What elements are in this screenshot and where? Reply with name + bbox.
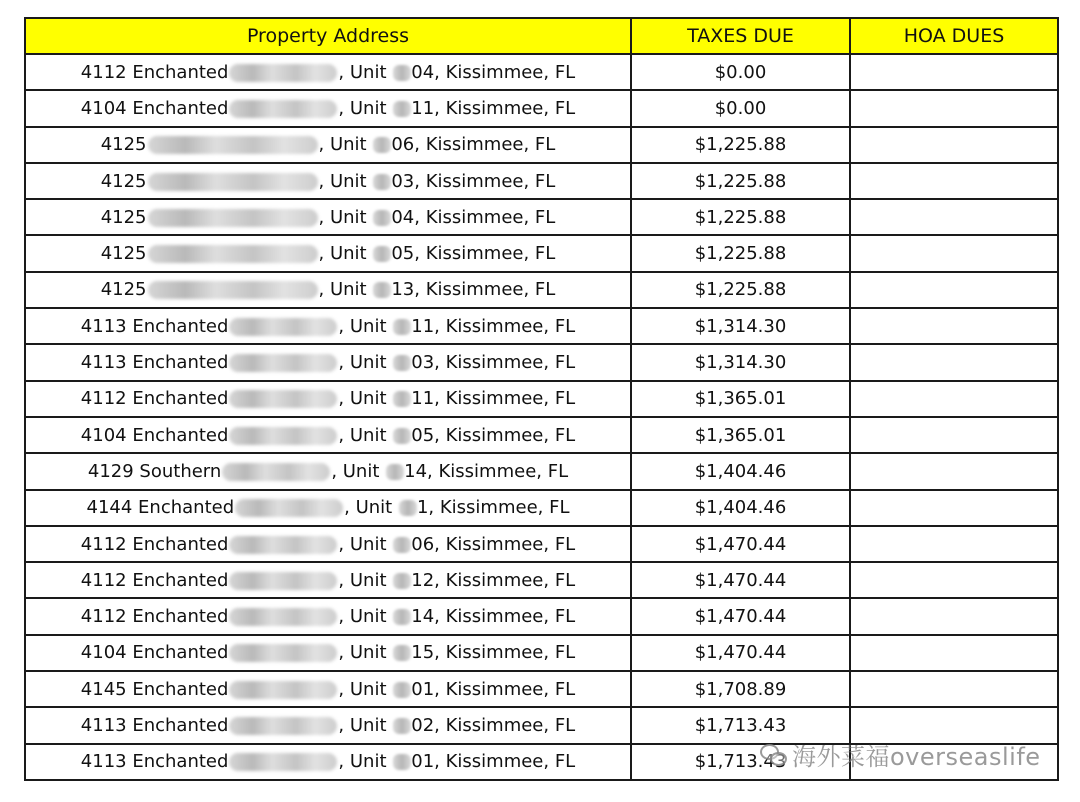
taxes-due-cell: $1,314.30	[631, 308, 850, 344]
hoa-dues-cell	[850, 272, 1058, 308]
unit-and-city: 05, Kissimmee, FL	[391, 243, 556, 265]
hoa-dues-cell	[850, 635, 1058, 671]
redacted-street-name	[148, 281, 318, 299]
table-row	[25, 598, 1058, 634]
property-address-cell	[25, 308, 631, 344]
unit-label: , Unit	[338, 606, 387, 628]
taxes-due-cell: $1,470.44	[631, 635, 850, 671]
address-prefix: 4145 Enchanted	[80, 678, 229, 700]
redacted-unit-digit	[393, 391, 411, 407]
unit-label: , Unit	[338, 388, 387, 410]
hoa-dues-cell	[850, 308, 1058, 344]
table-row	[25, 671, 1058, 707]
table-row	[25, 199, 1058, 235]
address-prefix: 4104 Enchanted	[80, 424, 229, 446]
unit-and-city: 06, Kissimmee, FL	[411, 533, 576, 555]
address-prefix: 4112 Enchanted	[80, 533, 229, 555]
address-prefix: 4125	[100, 206, 147, 228]
address-prefix: 4113 Enchanted	[80, 352, 229, 374]
table-row	[25, 526, 1058, 562]
table-row	[25, 344, 1058, 380]
table-row	[25, 417, 1058, 453]
hoa-dues-cell	[850, 163, 1058, 199]
taxes-due-cell: $1,225.88	[631, 199, 850, 235]
property-address-cell	[25, 127, 631, 163]
taxes-due-cell: $1,365.01	[631, 381, 850, 417]
unit-label: , Unit	[318, 279, 367, 301]
property-address-cell	[25, 235, 631, 271]
unit-label: , Unit	[331, 460, 380, 482]
taxes-due-cell: $1,713.43	[631, 744, 850, 780]
unit-and-city: 11, Kissimmee, FL	[411, 315, 576, 337]
address-prefix: 4113 Enchanted	[80, 751, 229, 773]
table-row	[25, 163, 1058, 199]
taxes-due-cell: $1,314.30	[631, 344, 850, 380]
address-prefix: 4113 Enchanted	[80, 315, 229, 337]
unit-and-city: 04, Kissimmee, FL	[411, 61, 576, 83]
address-prefix: 4112 Enchanted	[80, 388, 229, 410]
redacted-street-name	[229, 64, 337, 82]
unit-and-city: 14, Kissimmee, FL	[411, 606, 576, 628]
address-prefix: 4125	[100, 243, 147, 265]
property-address-cell	[25, 417, 631, 453]
taxes-due-cell: $1,225.88	[631, 163, 850, 199]
address-prefix: 4125	[100, 170, 147, 192]
hoa-dues-cell	[850, 671, 1058, 707]
property-address-cell	[25, 744, 631, 780]
unit-label: , Unit	[338, 642, 387, 664]
property-address-cell	[25, 381, 631, 417]
unit-label: , Unit	[344, 497, 393, 519]
table-row	[25, 381, 1058, 417]
redacted-unit-digit	[373, 210, 391, 226]
property-address-cell	[25, 344, 631, 380]
address-prefix: 4125	[100, 134, 147, 156]
property-address-cell	[25, 562, 631, 598]
taxes-due-cell: $1,404.46	[631, 453, 850, 489]
unit-label: , Unit	[338, 315, 387, 337]
unit-and-city: 01, Kissimmee, FL	[411, 678, 576, 700]
unit-and-city: 03, Kissimmee, FL	[411, 352, 576, 374]
table-row	[25, 453, 1058, 489]
taxes-due-cell: $1,225.88	[631, 272, 850, 308]
unit-label: , Unit	[338, 424, 387, 446]
address-prefix: 4112 Enchanted	[80, 606, 229, 628]
unit-label: , Unit	[318, 170, 367, 192]
unit-label: , Unit	[318, 243, 367, 265]
taxes-due-cell: $1,470.44	[631, 598, 850, 634]
unit-and-city: 12, Kissimmee, FL	[411, 569, 576, 591]
redacted-unit-digit	[393, 573, 411, 589]
property-address-cell	[25, 707, 631, 743]
property-address-cell	[25, 453, 631, 489]
table-row	[25, 635, 1058, 671]
taxes-due-cell: $1,365.01	[631, 417, 850, 453]
redacted-unit-digit	[393, 428, 411, 444]
unit-and-city: 03, Kissimmee, FL	[391, 170, 556, 192]
redacted-unit-digit	[386, 464, 404, 480]
wechat-icon	[760, 741, 786, 767]
redacted-unit-digit	[393, 65, 411, 81]
hoa-dues-cell	[850, 453, 1058, 489]
address-prefix: 4104 Enchanted	[80, 642, 229, 664]
redacted-street-name	[229, 644, 337, 662]
redacted-unit-digit	[393, 355, 411, 371]
address-prefix: 4112 Enchanted	[80, 569, 229, 591]
header-property-address: Property Address	[25, 18, 631, 54]
hoa-dues-cell	[850, 235, 1058, 271]
property-address-cell	[25, 635, 631, 671]
property-address-cell	[25, 526, 631, 562]
property-address-cell	[25, 54, 631, 90]
redacted-unit-digit	[393, 319, 411, 335]
header-hoa-dues: HOA DUES	[850, 18, 1058, 54]
hoa-dues-cell	[850, 54, 1058, 90]
taxes-due-cell: $1,470.44	[631, 526, 850, 562]
hoa-dues-cell	[850, 490, 1058, 526]
taxes-due-cell: $1,470.44	[631, 562, 850, 598]
redacted-street-name	[148, 136, 318, 154]
redacted-unit-digit	[399, 500, 417, 516]
unit-label: , Unit	[338, 751, 387, 773]
unit-label: , Unit	[338, 97, 387, 119]
property-address-cell	[25, 272, 631, 308]
unit-label: , Unit	[338, 352, 387, 374]
unit-and-city: 11, Kissimmee, FL	[411, 97, 576, 119]
unit-label: , Unit	[318, 206, 367, 228]
unit-and-city: 1, Kissimmee, FL	[416, 497, 570, 519]
table-row	[25, 308, 1058, 344]
hoa-dues-cell	[850, 344, 1058, 380]
address-prefix: 4113 Enchanted	[80, 714, 229, 736]
redacted-street-name	[229, 427, 337, 445]
redacted-unit-digit	[373, 246, 391, 262]
redacted-street-name	[229, 572, 337, 590]
property-address-cell	[25, 598, 631, 634]
table-row	[25, 127, 1058, 163]
redacted-street-name	[229, 717, 337, 735]
taxes-due-cell: $0.00	[631, 54, 850, 90]
redacted-unit-digit	[393, 101, 411, 117]
header-taxes-due: TAXES DUE	[631, 18, 850, 54]
redacted-unit-digit	[373, 174, 391, 190]
redacted-unit-digit	[393, 682, 411, 698]
redacted-street-name	[148, 173, 318, 191]
unit-and-city: 05, Kissimmee, FL	[411, 424, 576, 446]
watermark	[760, 736, 1041, 772]
hoa-dues-cell	[850, 562, 1058, 598]
unit-and-city: 11, Kissimmee, FL	[411, 388, 576, 410]
redacted-unit-digit	[393, 537, 411, 553]
redacted-street-name	[235, 499, 343, 517]
unit-and-city: 06, Kissimmee, FL	[391, 134, 556, 156]
unit-label: , Unit	[338, 714, 387, 736]
table-row	[25, 235, 1058, 271]
taxes-due-cell: $1,708.89	[631, 671, 850, 707]
redacted-street-name	[148, 245, 318, 263]
redacted-street-name	[229, 100, 337, 118]
redacted-street-name	[229, 681, 337, 699]
redacted-street-name	[222, 463, 330, 481]
property-address-cell	[25, 90, 631, 126]
redacted-unit-digit	[373, 137, 391, 153]
address-prefix: 4129 Southern	[87, 460, 222, 482]
property-address-cell	[25, 490, 631, 526]
hoa-dues-cell	[850, 199, 1058, 235]
hoa-dues-cell	[850, 127, 1058, 163]
redacted-unit-digit	[393, 718, 411, 734]
unit-and-city: 02, Kissimmee, FL	[411, 714, 576, 736]
table-row	[25, 54, 1058, 90]
redacted-street-name	[229, 390, 337, 408]
redacted-unit-digit	[373, 282, 391, 298]
taxes-due-cell: $1,225.88	[631, 235, 850, 271]
taxes-due-cell: $1,713.43	[631, 707, 850, 743]
watermark-text: 海外菜福overseaslife	[792, 742, 1041, 771]
redacted-street-name	[229, 536, 337, 554]
unit-label: , Unit	[338, 61, 387, 83]
property-address-cell	[25, 163, 631, 199]
address-prefix: 4112 Enchanted	[80, 61, 229, 83]
hoa-dues-cell	[850, 417, 1058, 453]
unit-and-city: 15, Kissimmee, FL	[411, 642, 576, 664]
table-row	[25, 90, 1058, 126]
header-row	[25, 18, 1058, 54]
table-body	[25, 54, 1058, 780]
redacted-street-name	[229, 318, 337, 336]
unit-label: , Unit	[318, 134, 367, 156]
redacted-unit-digit	[393, 609, 411, 625]
hoa-dues-cell	[850, 90, 1058, 126]
address-prefix: 4104 Enchanted	[80, 97, 229, 119]
unit-and-city: 01, Kissimmee, FL	[411, 751, 576, 773]
property-address-cell	[25, 671, 631, 707]
table-row	[25, 272, 1058, 308]
hoa-dues-cell	[850, 526, 1058, 562]
taxes-due-cell: $0.00	[631, 90, 850, 126]
unit-and-city: 04, Kissimmee, FL	[391, 206, 556, 228]
address-prefix: 4144 Enchanted	[86, 497, 235, 519]
redacted-unit-digit	[393, 645, 411, 661]
redacted-unit-digit	[393, 754, 411, 770]
hoa-dues-cell	[850, 381, 1058, 417]
hoa-dues-cell	[850, 598, 1058, 634]
unit-and-city: 13, Kissimmee, FL	[391, 279, 556, 301]
unit-and-city: 14, Kissimmee, FL	[404, 460, 569, 482]
tax-table	[24, 17, 1059, 781]
redacted-street-name	[229, 753, 337, 771]
property-address-cell	[25, 199, 631, 235]
table-row	[25, 490, 1058, 526]
redacted-street-name	[229, 608, 337, 626]
table-row	[25, 562, 1058, 598]
unit-label: , Unit	[338, 678, 387, 700]
redacted-street-name	[229, 354, 337, 372]
taxes-due-cell: $1,225.88	[631, 127, 850, 163]
redacted-street-name	[148, 209, 318, 227]
taxes-due-cell: $1,404.46	[631, 490, 850, 526]
unit-label: , Unit	[338, 533, 387, 555]
unit-label: , Unit	[338, 569, 387, 591]
address-prefix: 4125	[100, 279, 147, 301]
